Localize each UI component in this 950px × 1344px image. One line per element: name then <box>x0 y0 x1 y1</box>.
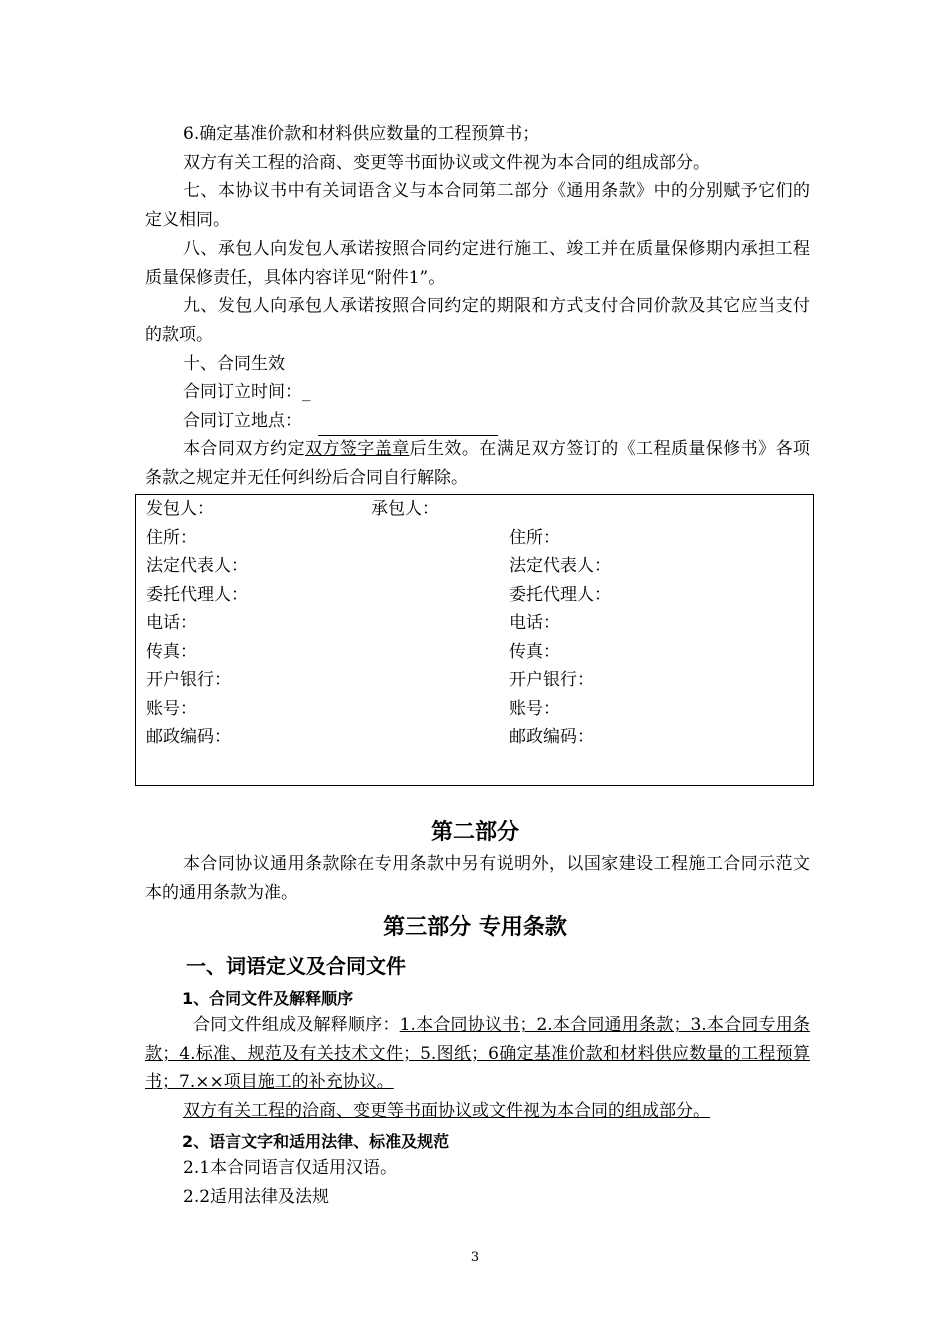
clause-eight: 八、承包人向发包人承诺按照合同约定进行施工、竣工并在质量保修期内承担工程质量保修责任，具体内容详见“附件1”。 <box>145 239 810 288</box>
document-note <box>145 1097 810 1126</box>
contractor-agent-label: 委托代理人： <box>509 585 611 605</box>
clause-seven: 七、本协议书中有关词语含义与本合同第二部分《通用条款》中的分别赋予它们的定义相同。 <box>145 181 810 230</box>
clause-nine: 九、发包人向承包人承诺按照合同约定的期限和方式支付合同价款及其它应当支付的款项。 <box>145 296 810 345</box>
document-note-text: 双方有关工程的洽商、变更等书面协议或文件视为本合同的组成部分。 <box>183 1101 710 1121</box>
employer-agent-label: 委托代理人： <box>146 585 248 605</box>
part-three-heading: 第三部分 专用条款 <box>383 915 567 940</box>
employer-address-label: 住所： <box>146 528 197 548</box>
contractor-bank-label: 开户银行： <box>509 670 594 690</box>
text-line-budget: 6.确定基准价款和材料供应数量的工程预算书； <box>183 124 540 144</box>
employer-label: 发包人： <box>146 499 214 519</box>
contractor-legal-rep-label: 法定代表人： <box>509 556 611 576</box>
effect-clause-rest: 后生效。在满足双方签订的《工程质量保修书》各项条款之规定并无任何纠纷后合同自行解除。 <box>145 439 811 488</box>
employer-legal-rep-label: 法定代表人： <box>146 556 248 576</box>
parties-table <box>135 494 814 786</box>
contractor-postcode-label: 邮政编码： <box>509 727 594 747</box>
contract-date-line: 合同订立时间：_ <box>183 382 311 402</box>
employer-fax-label: 传真： <box>146 642 197 662</box>
effect-clause <box>145 435 810 492</box>
employer-phone-label: 电话： <box>146 613 197 633</box>
page-number: 3 <box>470 1250 480 1265</box>
document-order-list: 1.本合同协议书；2.本合同通用条款；3.本合同专用条款；4.标准、规范及有关技术文件；5.图纸；6确定基准价款和材料供应数量的工程预算书；7.××项目施工的补充协议。 <box>145 1015 810 1092</box>
part-two-body: 本合同协议通用条款除在专用条款中另有说明外，以国家建设工程施工合同示范文本的通用条款为准。 <box>145 854 810 903</box>
section-definitions-heading: 一、词语定义及合同文件 <box>186 954 406 978</box>
signature-condition: 双方签字盖章 <box>305 439 410 459</box>
text-line-negotiation: 双方有关工程的洽商、变更等书面协议或文件视为本合同的组成部分。 <box>183 153 710 173</box>
clause-ten: 十、合同生效 <box>183 354 285 374</box>
employer-bank-label: 开户银行： <box>146 670 231 690</box>
contractor-label: 承包人： <box>371 499 439 519</box>
employer-postcode-label: 邮政编码： <box>146 727 231 747</box>
item-applicable-law: 2.2适用法律及法规 <box>183 1187 330 1207</box>
contractor-phone-label: 电话： <box>509 613 560 633</box>
subsection-documents-heading: 1、合同文件及解释顺序 <box>182 989 354 1008</box>
contractor-fax-label: 传真： <box>509 642 560 662</box>
document-order-paragraph <box>145 1011 810 1097</box>
contract-place-line <box>145 407 810 436</box>
item-language: 2.1本合同语言仅适用汉语。 <box>183 1158 398 1178</box>
subsection-language-heading: 2、语言文字和适用法律、标准及规范 <box>182 1132 450 1151</box>
contractor-account-label: 账号： <box>509 699 560 719</box>
employer-account-label: 账号： <box>146 699 197 719</box>
contract-place-label: 合同订立地点： <box>183 411 302 431</box>
effect-clause-lead: 本合同双方约定 <box>183 439 305 459</box>
contract-place-blank <box>318 417 498 436</box>
part-two-heading: 第二部分 <box>430 820 519 845</box>
document-order-lead: 合同文件组成及解释顺序： <box>193 1015 400 1035</box>
contractor-address-label: 住所： <box>509 528 560 548</box>
